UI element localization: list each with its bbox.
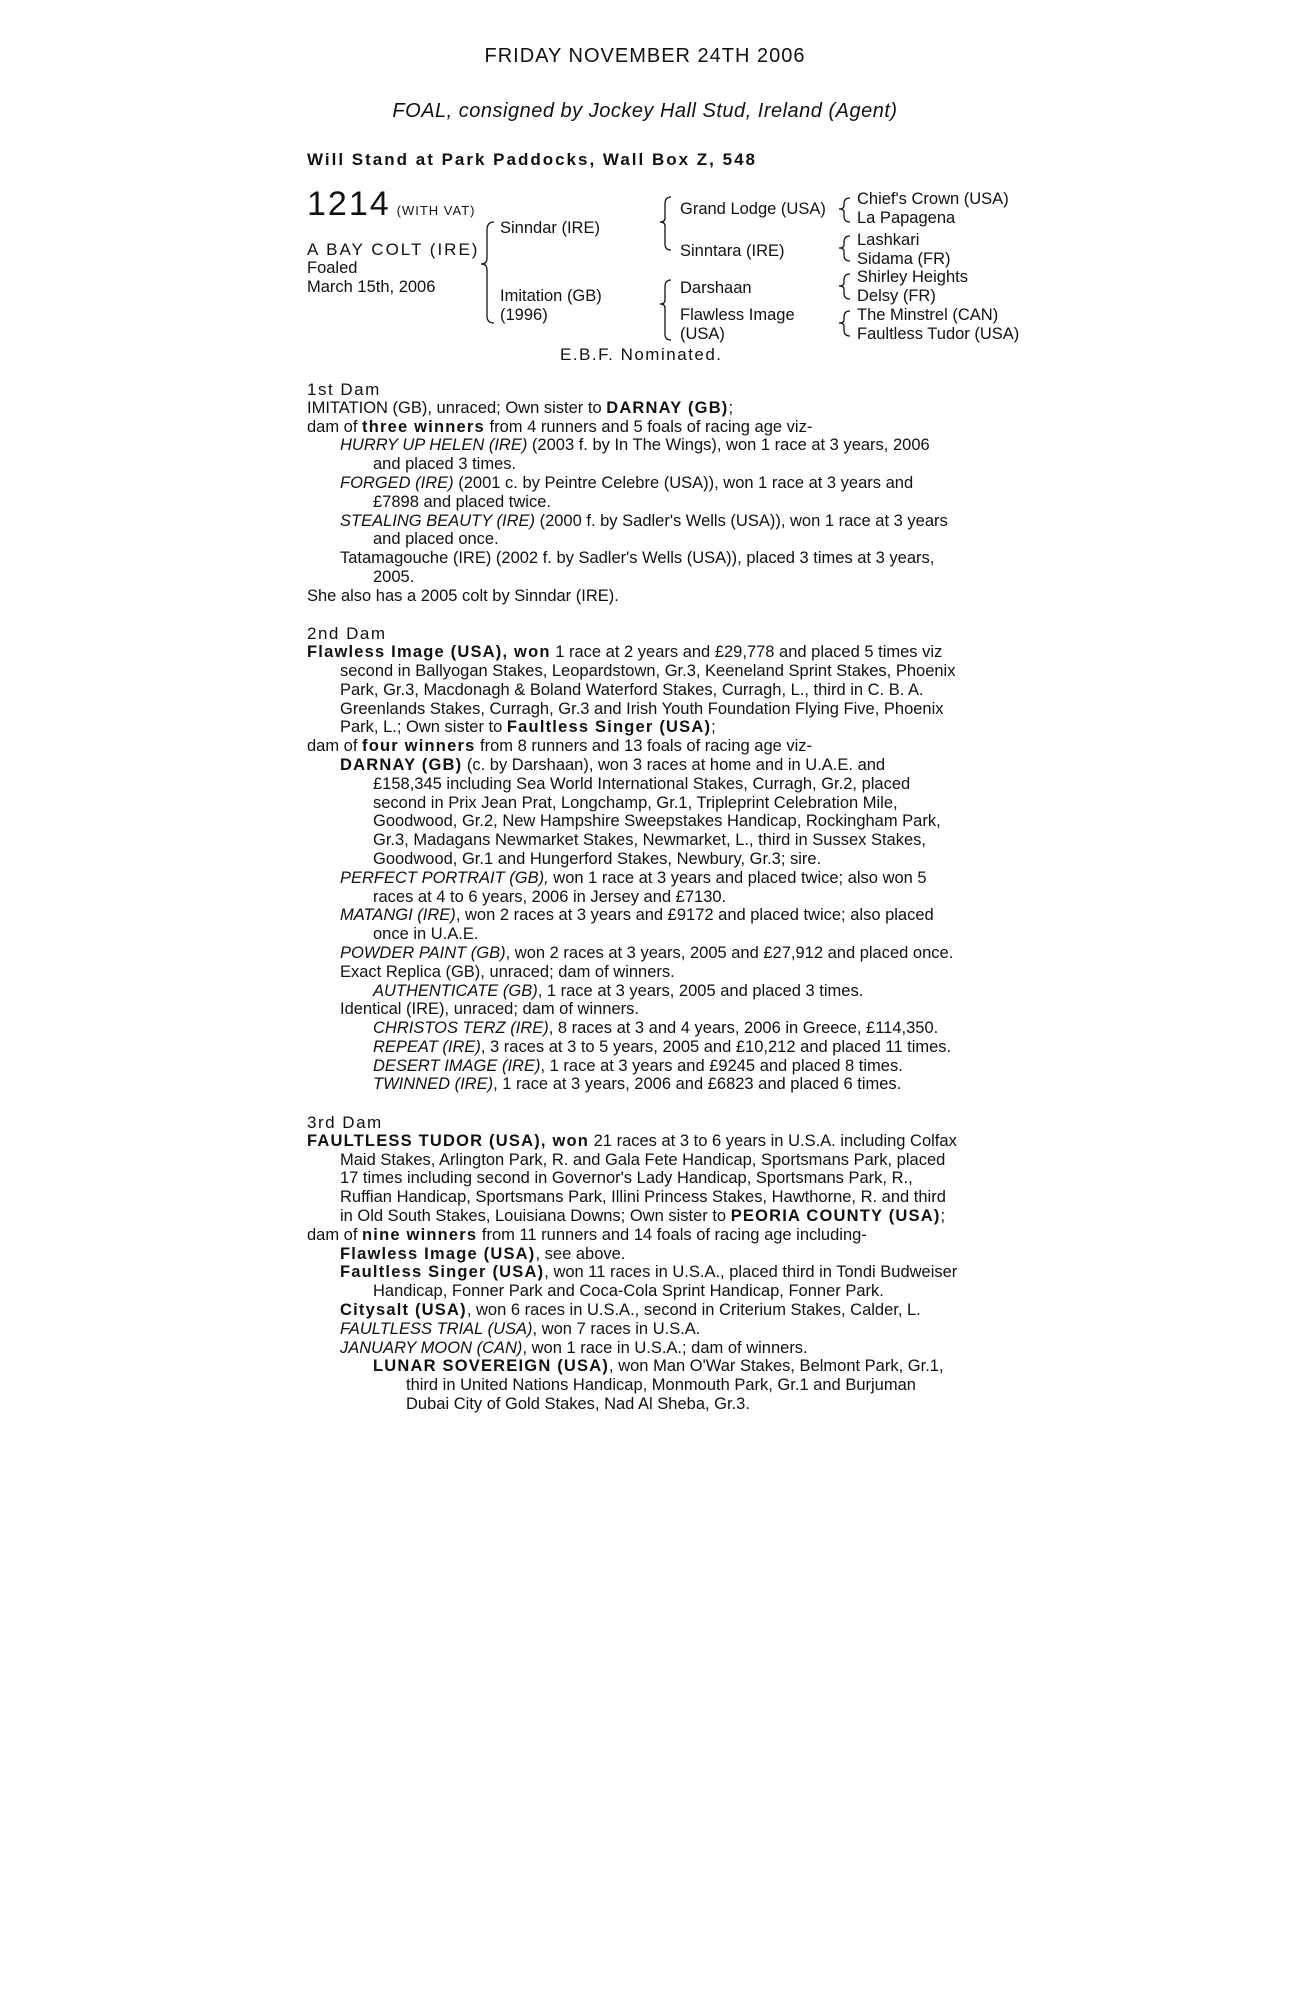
consignment-line: FOAL, consigned by Jockey Hall Stud, Ireland (Agent) [392, 100, 898, 122]
vat-label: (WITH VAT) [396, 203, 476, 218]
pedigree-dam-dam-line1: Flawless Image [680, 306, 795, 324]
text-line: DESERT IMAGE (IRE), 1 race at 3 years and £9245 and placed 8 times. [373, 1056, 903, 1075]
text-line: FAULTLESS TUDOR (USA), won 21 races at 3 to 6 years in U.S.A. including Colfax [307, 1131, 957, 1150]
pedigree-sire: Sinndar (IRE) [500, 219, 600, 237]
text-line: FAULTLESS TRIAL (USA), won 7 races in U.S.A. [340, 1319, 701, 1338]
text-line: and placed once. [373, 530, 499, 549]
text-line: IMITATION (GB), unraced; Own sister to DARNAY (GB); [307, 398, 734, 417]
text-line: AUTHENTICATE (GB), 1 race at 3 years, 2005 and placed 3 times. [373, 981, 864, 1000]
text-line: JANUARY MOON (CAN), won 1 race in U.S.A.; dam of winners. [340, 1338, 808, 1357]
pedigree-g6: Delsy (FR) [857, 287, 936, 305]
pedigree-dam-line2: (1996) [500, 306, 548, 324]
text-line: Greenlands Stakes, Curragh, Gr.3 and Irish Youth Foundation Flying Five, Phoenix [340, 699, 944, 718]
text-line: Ruffian Handicap, Sportsmans Park, Illini Princess Stakes, Hawthorne, R. and third [340, 1188, 946, 1207]
sale-date: FRIDAY NOVEMBER 24TH 2006 [484, 45, 806, 67]
pedigree-dam-line1: Imitation (GB) [500, 287, 602, 305]
text-line: CHRISTOS TERZ (IRE), 8 races at 3 and 4 years, 2006 in Greece, £114,350. [373, 1019, 939, 1038]
stand-location: Will Stand at Park Paddocks, Wall Box Z, 548 [307, 150, 757, 169]
text-line: £7898 and placed twice. [373, 492, 551, 511]
colt-description: A BAY COLT (IRE) [307, 240, 480, 259]
text-line: Dubai City of Gold Stakes, Nad Al Sheba, Gr.3. [406, 1395, 750, 1414]
text-line: and placed 3 times. [373, 455, 517, 474]
section-heading: 1st Dam [307, 380, 381, 399]
text-line: Exact Replica (GB), unraced; dam of winners. [340, 962, 675, 981]
text-line: 17 times including second in Governor's Lady Handicap, Sportsmans Park, R., [340, 1169, 913, 1188]
text-line: second in Prix Jean Prat, Longchamp, Gr.1, Tripleprint Celebration Mile, [373, 793, 898, 812]
text-line: dam of nine winners from 11 runners and 14 foals of racing age including- [307, 1225, 867, 1244]
pedigree-g7: The Minstrel (CAN) [857, 306, 999, 324]
pedigree-dam-sire: Darshaan [680, 279, 752, 297]
pedigree-braces [0, 0, 1290, 360]
text-line: Goodwood, Gr.1 and Hungerford Stakes, Newbury, Gr.3; sire. [373, 849, 822, 868]
text-line: Flawless Image (USA), won 1 race at 2 years and £29,778 and placed 5 times viz [307, 643, 943, 662]
pedigree-dam-dam-line2: (USA) [680, 325, 725, 343]
text-line: TWINNED (IRE), 1 race at 3 years, 2006 and £6823 and placed 6 times. [373, 1075, 902, 1094]
text-line: dam of four winners from 8 runners and 13 foals of racing age viz- [307, 737, 813, 756]
text-line: LUNAR SOVEREIGN (USA), won Man O'War Stakes, Belmont Park, Gr.1, [373, 1357, 944, 1376]
text-line: Maid Stakes, Arlington Park, R. and Gala Fete Handicap, Sportsmans Park, placed [340, 1150, 946, 1169]
text-line: She also has a 2005 colt by Sinndar (IRE). [307, 586, 619, 605]
text-line: DARNAY (GB) (c. by Darshaan), won 3 races at home and in U.A.E. and [340, 755, 886, 774]
pedigree-g2: La Papagena [857, 209, 956, 227]
text-line: second in Ballyogan Stakes, Leopardstown, Gr.3, Keeneland Sprint Stakes, Phoenix [340, 661, 956, 680]
text-line: POWDER PAINT (GB), won 2 races at 3 years, 2005 and £27,912 and placed once. [340, 943, 954, 962]
text-line: FORGED (IRE) (2001 c. by Peintre Celebre (USA)), won 1 race at 3 years and [340, 473, 914, 492]
section-heading: 2nd Dam [307, 624, 387, 644]
text-line: Flawless Image (USA), see above. [340, 1244, 626, 1263]
text-line: Handicap, Fonner Park and Coca-Cola Sprint Handicap, Fonner Park. [373, 1282, 884, 1301]
pedigree-g4: Sidama (FR) [857, 250, 951, 268]
pedigree-g8: Faultless Tudor (USA) [857, 325, 1020, 343]
text-line: once in U.A.E. [373, 925, 479, 944]
text-line: Park, Gr.3, Macdonagh & Boland Waterford Stakes, Curragh, L., third in C. B. A. [340, 680, 924, 699]
ebf-nominated: E.B.F. Nominated. [560, 345, 723, 364]
text-line: races at 4 to 6 years, 2006 in Jersey and £7130. [373, 887, 727, 906]
text-line: Gr.3, Madagans Newmarket Stakes, Newmarket, L., third in Sussex Stakes, [373, 831, 926, 850]
text-line: HURRY UP HELEN (IRE) (2003 f. by In The Wings), won 1 race at 3 years, 2006 [340, 436, 930, 455]
text-line: REPEAT (IRE), 3 races at 3 to 5 years, 2005 and £10,212 and placed 11 times. [373, 1037, 952, 1056]
text-line: in Old South Stakes, Louisiana Downs; Own sister to PEORIA COUNTY (USA); [340, 1207, 946, 1226]
foaled-label: Foaled [307, 259, 358, 277]
pedigree-g1: Chief's Crown (USA) [857, 190, 1009, 208]
text-line: Identical (IRE), unraced; dam of winners. [340, 1000, 639, 1019]
produce-record [307, 380, 1007, 1414]
section-heading: 3rd Dam [307, 1113, 383, 1133]
text-line: PERFECT PORTRAIT (GB), won 1 race at 3 years and placed twice; also won 5 [340, 868, 927, 887]
pedigree-sire-sire: Grand Lodge (USA) [680, 200, 826, 218]
text-line: Faultless Singer (USA), won 11 races in U.S.A., placed third in Tondi Budweiser [340, 1263, 958, 1282]
text-line: Goodwood, Gr.2, New Hampshire Sweepstakes Handicap, Rockingham Park, [373, 812, 941, 831]
text-line: Park, L.; Own sister to Faultless Singer (USA); [340, 718, 716, 737]
text-line: £158,345 including Sea World International Stakes, Curragh, Gr.2, placed [373, 774, 911, 793]
text-line: third in United Nations Handicap, Monmouth Park, Gr.1 and Burjuman [406, 1376, 916, 1395]
text-line: Citysalt (USA), won 6 races in U.S.A., second in Criterium Stakes, Calder, L. [340, 1301, 921, 1320]
lot-number: 1214 [307, 185, 391, 223]
pedigree-g5: Shirley Heights [857, 268, 968, 286]
text-line: MATANGI (IRE), won 2 races at 3 years and £9172 and placed twice; also placed [340, 906, 934, 925]
pedigree-g3: Lashkari [857, 231, 920, 249]
foaled-date: March 15th, 2006 [307, 278, 436, 296]
text-line: STEALING BEAUTY (IRE) (2000 f. by Sadler's Wells (USA)), won 1 race at 3 years [340, 511, 948, 530]
text-line: 2005. [373, 567, 415, 586]
text-line: Tatamagouche (IRE) (2002 f. by Sadler's Wells (USA)), placed 3 times at 3 years, [340, 549, 935, 568]
text-line: dam of three winners from 4 runners and 5 foals of racing age viz- [307, 417, 813, 436]
pedigree-sire-dam: Sinntara (IRE) [680, 242, 785, 260]
